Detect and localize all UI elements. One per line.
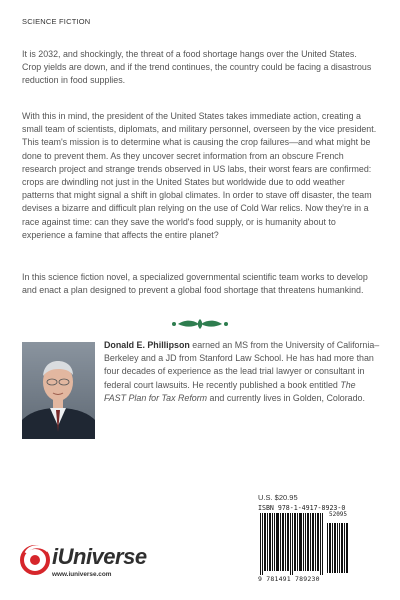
- ornament-divider-icon: [170, 317, 230, 331]
- author-book-title: The FAST Plan for Tax Reform: [104, 379, 356, 403]
- price-code: 52095: [328, 511, 348, 518]
- ean-number: 9 781491 789230: [258, 575, 320, 583]
- iuniverse-swirl-icon: [20, 543, 52, 575]
- genre-label: SCIENCE FICTION: [22, 17, 91, 26]
- isbn-text: ISBN 978-1-4917-8923-0: [258, 504, 346, 512]
- publisher-name: iUniverse: [52, 544, 147, 569]
- author-bio: [104, 339, 380, 405]
- ean-barcode-bars: [258, 513, 324, 575]
- publisher-logo: [20, 543, 160, 587]
- summary-paragraph: In this science fiction novel, a specialized governmental scientific team works to develop and enact a plan designed to prevent a global food shortage that threatens humankind.: [22, 272, 368, 296]
- synopsis-paragraph-2: With this in mind, the president of the United States takes immediate action, creating a small team of scientists, diplomats, and military personnel, overseen by the vice president. This team's mission is to determine what is causing the crop failures—and what might be done to prevent them. As they uncover secret information from an obscure French research project and strange trends observed in US labs, their worst fears are confirmed: crops are dwindling not just in the United States but worldwide due to odd weather patterns that might signal a shift in global climates. In order to stave off disaster, the team devises a bizarre and difficult plan relying on the use of Cold War relics. Now they're in a race against time: can they save the world's food supply, or is humanity about to experience a famine that affects the entire planet?: [22, 111, 377, 240]
- publisher-url: www.iuniverse.com: [52, 571, 112, 578]
- barcode: [256, 503, 351, 585]
- author-name: Donald E. Phillipson: [104, 340, 190, 350]
- addon-barcode-bars: [326, 517, 350, 573]
- author-bio-part1: earned an MS from the University of California–Berkeley and a JD from Stanford Law School. He has had more than four decades of experience as the lead trial lawyer or consultant in federal court lawsuits. He recently published a book entitled: [104, 340, 380, 390]
- synopsis-paragraph-1: It is 2032, and shockingly, the threat of a food shortage hangs over the United States. Crop yields are down, and if the trend continues, the country could be facing a disastrous reduction in food supplies.: [22, 49, 372, 86]
- author-bio-part2: and currently lives in Golden, Colorado.: [207, 392, 365, 403]
- author-photo: [22, 342, 95, 439]
- price-label: U.S. $20.95: [258, 493, 298, 502]
